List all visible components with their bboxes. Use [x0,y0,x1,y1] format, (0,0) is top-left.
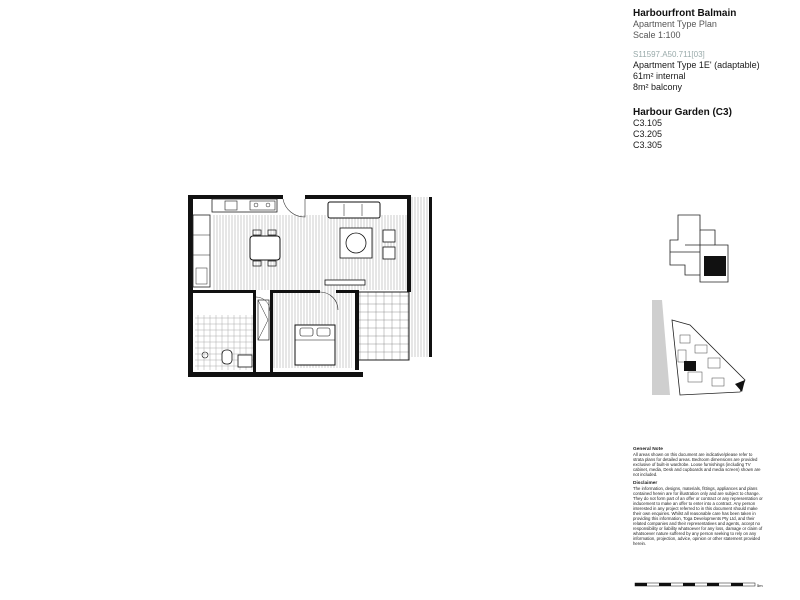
general-note-heading: General Note [633,447,663,452]
general-note-text: All areas shown on this document are indicative/please refer to strata plans for detailed areas. Bedroom dimensions are provided exclusive of built-in wardrobe. Loose furnishings (including TV cabinet, media, Desk and cupboards and media screen) shown are not included. [633,452,761,477]
rug [340,228,372,258]
disclaimer-heading: Disclaimer [633,481,658,486]
apartment-type: Apartment Type 1E' (adaptable) [633,60,760,70]
building-name: Harbour Garden (C3) [633,107,732,118]
armchair [383,230,395,242]
road [652,300,670,395]
cupboard [193,215,210,287]
armchair [383,247,395,259]
site-boundary [672,320,745,395]
north-arrow-icon [735,380,745,392]
scale-bar-label: 5m [757,583,763,588]
entry-door [283,199,305,217]
bed [295,325,335,365]
vanity [238,355,252,367]
site-plan [640,298,750,398]
disclaimer-text: The information, designs, materials, fittings, appliances and plans contained herein are for illustration only and are subject to change. They do not form part of an offer or contract or any representation or inducement to make an offer to enter into a contract. Any person interested in any project referred to in this document should make their own enquiries. Whilst all reasonable care has been taken in providing this information, Toga Developments Pty Ltd, and their related companies and their representatives and agents, accept no responsibility or liability whatsoever for any loss, damage or claim of whatsoever nature suffered by any person seeking to rely on any information, projection, advice, opinion or other statement provided herein. [633,486,763,546]
unit-number: C3.305 [633,140,663,150]
wardrobe [258,300,269,340]
cooktop [250,201,275,210]
living-floor [212,215,407,290]
unit-number: C3.205 [633,129,663,139]
sofa [328,202,380,218]
kitchen-sink [225,201,237,210]
balcony-tiles [357,292,409,360]
building-highlight [684,361,696,371]
floor-plan [150,170,450,400]
dining-table [250,236,280,260]
unit-highlight [704,256,726,276]
notes-block [633,447,763,550]
drawing-scale: Scale 1:100 [633,30,681,40]
scale-bar [633,580,763,590]
balcony-area: 8m² balcony [633,82,683,92]
key-plan [640,205,760,300]
document-type: Apartment Type Plan [633,19,717,29]
tv-unit [325,280,365,285]
title-block [633,8,793,151]
toilet [222,350,232,364]
unit-number: C3.105 [633,118,663,128]
internal-area: 61m² internal [633,71,686,81]
project-name: Harbourfront Balmain [633,8,737,19]
drawing-reference: S11597.A50.711[03] [633,50,705,59]
